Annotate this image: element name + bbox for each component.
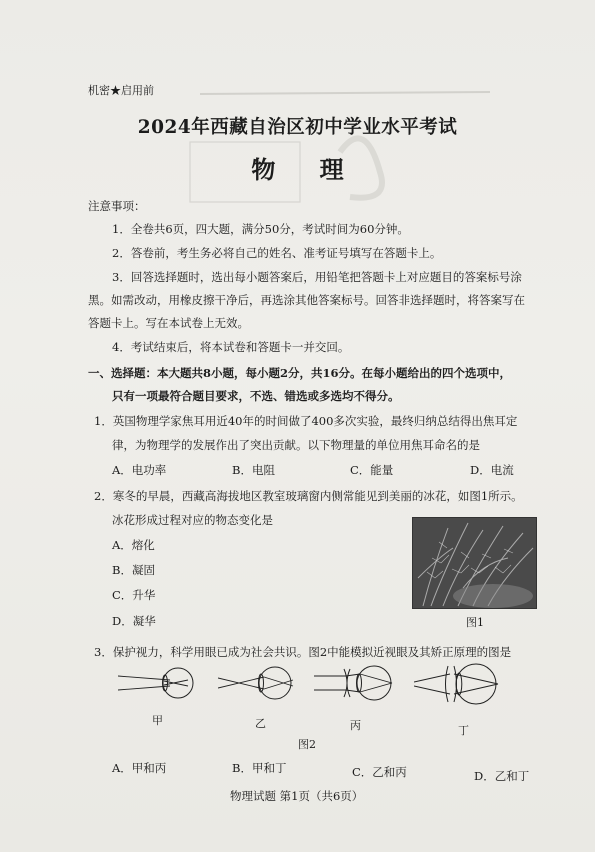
bleed-through-shadow (160, 82, 580, 212)
diagram-label-ding: 丁 (458, 724, 469, 737)
notice-item: 1．全卷共6页，四大题，满分50分，考试时间为60分钟。 (112, 222, 409, 236)
subject-title: 物 理 (251, 155, 362, 184)
figure-1-label: 图1 (466, 616, 484, 629)
notice-heading: 注意事项： (88, 199, 146, 213)
notice-item: 答题卡上。写在本试卷上无效。 (88, 316, 249, 330)
question-1-option-a: A．电功率 (112, 463, 167, 477)
notice-item: 4．考试结束后，将本试卷和答题卡一并交回。 (112, 340, 350, 354)
question-1-stem-cont: 律，为物理学的发展作出了突出贡献。以下物理量的单位用焦耳命名的是 (112, 438, 480, 452)
question-1-option-b: B．电阻 (232, 463, 275, 477)
question-3-option-a: A．甲和丙 (112, 761, 167, 775)
question-2-option-a: A．熔化 (112, 538, 155, 552)
question-3-option-d: D．乙和丁 (474, 769, 530, 783)
diagram-label-yi: 乙 (255, 717, 266, 730)
eye-diagram-yi (218, 664, 298, 704)
eye-diagram-ding (414, 660, 504, 708)
question-2-option-b: B．凝固 (112, 563, 155, 577)
confidential-label: 机密★启用前 (88, 84, 154, 97)
question-1-option-d: D．电流 (470, 463, 514, 477)
question-1-option-c: C．能量 (350, 463, 394, 477)
eye-diagram-bing (314, 664, 404, 704)
section-heading-cont: 只有一项最符合题目要求，不选、错选或多选均不得分。 (112, 389, 400, 403)
question-2-option-c: C．升华 (112, 588, 156, 602)
diagram-label-jia: 甲 (152, 714, 163, 727)
question-2-stem: 2．寒冬的早晨，西藏高海拔地区教室玻璃窗内侧常能见到美丽的冰花，如图1所示。 (94, 489, 523, 503)
question-1-stem: 1．英国物理学家焦耳用近40年的时间做了400多次实验，最终归纳总结得出焦耳定 (94, 414, 518, 428)
question-2-option-d: D．凝华 (112, 614, 156, 628)
page-footer: 物理试题 第1页（共6页） (230, 789, 364, 803)
question-2-stem-cont: 冰花形成过程对应的物态变化是 (112, 513, 273, 527)
question-3-stem: 3．保护视力，科学用眼已成为社会共识。图2中能模拟近视眼及其矫正原理的图是 (94, 645, 512, 659)
question-3-option-c: C．乙和丙 (352, 765, 407, 779)
notice-item: 2．答卷前，考生务必将自己的姓名、准考证号填写在答题卡上。 (112, 246, 442, 260)
eye-diagram-jia (118, 664, 198, 704)
section-heading: 一、选择题：本大题共8小题，每小题2分，共16分。在每小题给出的四个选项中， (88, 366, 512, 380)
diagram-label-bing: 丙 (350, 719, 361, 732)
ice-flower-photo (412, 517, 537, 609)
notice-item: 黑。如需改动，用橡皮擦干净后，再选涂其他答案标号。回答非选择题时，将答案写在 (88, 293, 525, 307)
figure-2-label: 图2 (298, 738, 316, 751)
question-3-option-b: B．甲和丁 (232, 761, 287, 775)
notice-item: 3．回答选择题时，选出每小题答案后，用铅笔把答题卡上对应题目的答案标号涂 (112, 270, 522, 284)
exam-title: 2024年西藏自治区初中学业水平考试 (137, 117, 458, 138)
